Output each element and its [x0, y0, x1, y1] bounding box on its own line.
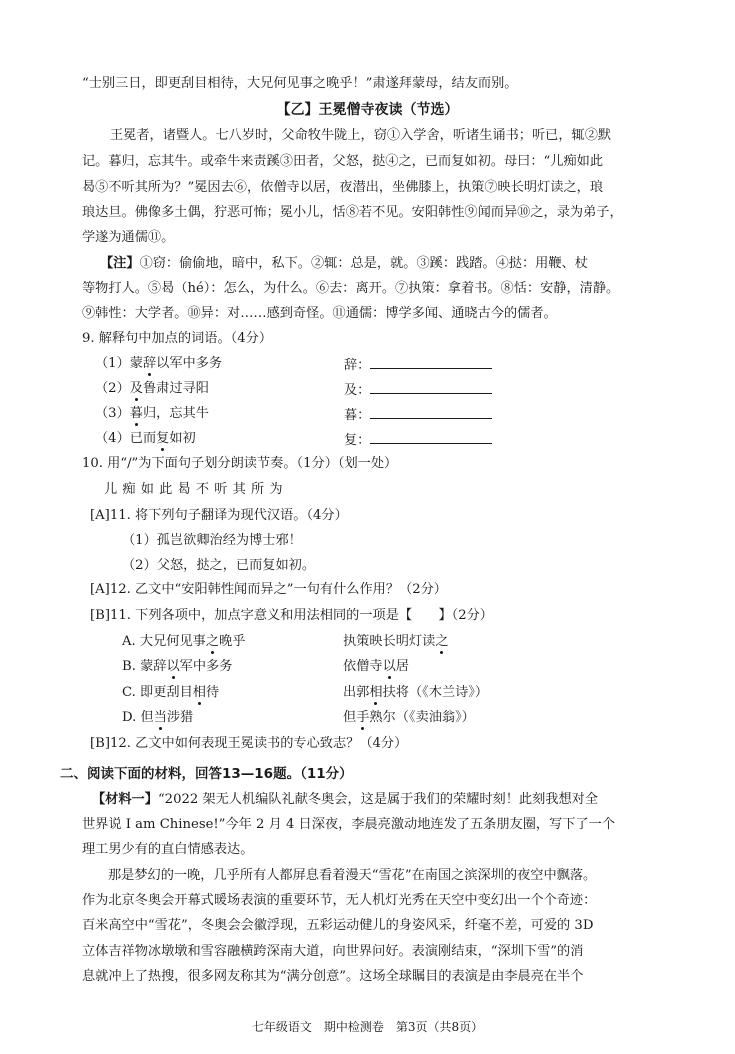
- option-text: D. 但: [122, 710, 154, 725]
- yi-paragraph-line: 记。暮归，忘其牛。或牵牛来责蹊③田者，父怒，挞④之，已而复如初。母曰：“儿痴如此: [82, 154, 604, 169]
- yi-paragraph-line: 王冕者，诸暨人。七八岁时，父命牧牛陇上，窃①入学舍，听诸生诵书；听已，辄②默: [110, 128, 612, 143]
- material-line: 立体吉祥物冰墩墩和雪容融横跨深南大道，向世界问好。表演刚结束，“深圳下雪”的消: [82, 944, 584, 959]
- answer-blank[interactable]: [370, 404, 492, 419]
- top-line: “士别三日，即更刮目相待，大兄何见事之晚乎！”肃遂拜蒙母，结友而别。: [82, 76, 518, 91]
- option-text: C. 即更刮目: [122, 685, 193, 700]
- dotted-word: 相: [369, 685, 383, 700]
- material-line: 作为北京冬奥会开幕式暖场表演的重要环节，无人机灯光秀在天空中变幻出一个个奇迹：: [82, 893, 597, 908]
- option-text: B. 蒙辞: [122, 659, 167, 674]
- answer-blank[interactable]: [370, 429, 492, 444]
- answer-key: 及：: [344, 383, 371, 398]
- q10-sentence: 儿 痴 如 此 曷 不 听 其 所 为: [104, 482, 284, 497]
- dotted-word: 之: [205, 634, 220, 649]
- dotted-word: 及: [129, 381, 143, 396]
- page-footer: 七年级语文 期中检测卷 第3页（共8页）: [251, 1020, 484, 1034]
- yi-paragraph-line: 曷⑤不听其所为？”冕因去⑥，依僧寺以居，夜潜出，坐佛膝上，执策⑦映长明灯读之，琅: [82, 180, 604, 195]
- q11a-item: （1）孤岂欲卿治经为博士邪！: [122, 533, 302, 548]
- option-text: 熟尔（《卖油翁》）: [369, 710, 475, 725]
- option-text: 居: [395, 659, 409, 674]
- material-line: 百米高空中“雪花”，冬奥会会徽浮现，五彩运动健儿的身姿风采，纤毫不差，可爱的 3D: [82, 918, 594, 933]
- material-line: 息就冲上了热搜，很多网友称其为“满分创意”。这场全球瞩目的表演是由李晨亮在半个: [82, 969, 584, 984]
- answer-key: 复：: [344, 433, 371, 448]
- material-line: 世界说 I am Chinese!”今年 2 月 4 日深夜，李晨亮激动地连发了五条朋友圈，写下了一个: [82, 817, 616, 832]
- material-label: 【材料一】: [92, 792, 158, 807]
- dotted-word: 以: [382, 659, 396, 674]
- yi-title: 【乙】王冕僧寺夜读（节选）: [276, 102, 459, 118]
- dotted-word: 辞: [142, 356, 157, 371]
- material-text: “2022 架无人机编队礼献冬奥会，这是属于我们的荣耀时刻！此刻我想对全: [157, 792, 599, 807]
- dotted-word: 手: [356, 710, 370, 725]
- q9-answer: [344, 429, 492, 451]
- dotted-word: 当: [153, 710, 167, 725]
- option-text: 涉猎: [166, 710, 194, 725]
- dotted-word: 复: [156, 431, 170, 446]
- option-text: 依僧寺: [343, 659, 383, 674]
- q11b-option-left[interactable]: [122, 657, 232, 677]
- material-line: 那是梦幻的一晚，几乎所有人都屏息看着漫天“雪花”在南国之滨深圳的夜空中飘落。: [108, 868, 597, 883]
- item-number: （2）: [95, 381, 130, 396]
- option-text: 但: [343, 710, 357, 725]
- material-line: 理工男少有的直白情感表达。: [82, 842, 254, 857]
- option-text: 待: [205, 685, 220, 700]
- q9-item: [95, 404, 209, 424]
- item-text-pre: 蒙: [129, 356, 143, 371]
- option-text: 军中多务: [179, 659, 233, 674]
- q11b-option-right: [343, 683, 488, 703]
- section-heading: 二、阅读下面的材料，回答13—16题。（11分）: [60, 766, 353, 782]
- note-line: [100, 254, 588, 274]
- dotted-word: 暮: [129, 406, 143, 421]
- q11b-option-left[interactable]: [122, 683, 219, 703]
- dotted-word: 以: [166, 659, 180, 674]
- option-text: 出郭: [343, 685, 370, 700]
- note-line: ⑨韩性：大学者。⑩异：对……感到奇怪。⑪通儒：博学多闻、通晓古今的儒者。: [82, 306, 557, 321]
- q9-item: [95, 354, 222, 374]
- item-text-post: 以军中多务: [156, 356, 223, 371]
- question-12a: [A]12. 乙文中“安阳韩性闻而异之”一句有什么作用？（2分）: [90, 582, 447, 597]
- option-text: A. 大兄何见事: [122, 634, 206, 649]
- dotted-word: 相: [192, 685, 206, 700]
- item-text-post: 如初: [169, 431, 196, 446]
- option-text: 扶将（《木兰诗》）: [382, 685, 489, 700]
- answer-blank[interactable]: [370, 354, 492, 369]
- option-text: 晚乎: [219, 634, 246, 649]
- q11a-item: （2）父怒，挞之，已而复如初。: [122, 558, 316, 573]
- q11b-option-left[interactable]: [122, 708, 193, 728]
- q11b-option-left[interactable]: [122, 632, 245, 652]
- question-12b: [B]12. 乙文中如何表现王冕读书的专心致志？（4分）: [90, 736, 408, 751]
- answer-key: 辞：: [344, 358, 371, 373]
- yi-paragraph-line: 琅达旦。佛像多土偶，狞恶可怖；冕小儿，恬⑧若不见。安阳韩性⑨闻而异⑩之，录为弟子，: [82, 205, 623, 220]
- q9-item: [95, 429, 196, 449]
- question-11a: [A]11. 将下列句子翻译为现代汉语。（4分）: [90, 508, 348, 523]
- note-line: 等物打人。⑤曷（hé）：怎么，为什么。⑥去：离开。⑦执策：拿着书。⑧恬：安静，清静。: [82, 281, 620, 296]
- item-text-pre: 已而: [129, 431, 157, 446]
- q9-answer: [344, 354, 492, 376]
- yi-paragraph-line: 学遂为通儒⑪。: [82, 230, 175, 245]
- item-number: （3）: [95, 406, 130, 421]
- item-number: （1）: [95, 356, 130, 371]
- item-text-post: 归，忘其牛: [142, 406, 209, 421]
- q11b-option-right: [343, 657, 409, 677]
- note-text: ①窃：偷偷地，暗中，私下。②辄：总是，就。③蹊：践踏。④挞：用鞭、杖: [139, 256, 588, 271]
- material-line: [92, 790, 598, 810]
- note-label: 【注】: [100, 256, 140, 271]
- q9-item: [95, 379, 209, 399]
- q9-answer: [344, 404, 492, 426]
- item-number: （4）: [95, 431, 130, 446]
- answer-blank[interactable]: [370, 379, 492, 394]
- dotted-word: 之: [435, 634, 449, 649]
- question-9: 9. 解释句中加点的词语。（4分）: [82, 331, 273, 346]
- q11b-option-right: [343, 708, 475, 728]
- question-11b: [B]11. 下列各项中，加点字意义和用法相同的一项是【 】（2分）: [90, 608, 493, 623]
- item-text-post: 鲁肃过寻阳: [142, 381, 209, 396]
- answer-key: 暮：: [344, 408, 371, 423]
- q11b-option-right: [343, 632, 449, 652]
- option-text: 执策映长明灯读: [343, 634, 436, 649]
- q9-answer: [344, 379, 492, 401]
- question-10: 10. 用“/”为下面句子划分朗读节奏。（1分）（划一处）: [82, 456, 398, 471]
